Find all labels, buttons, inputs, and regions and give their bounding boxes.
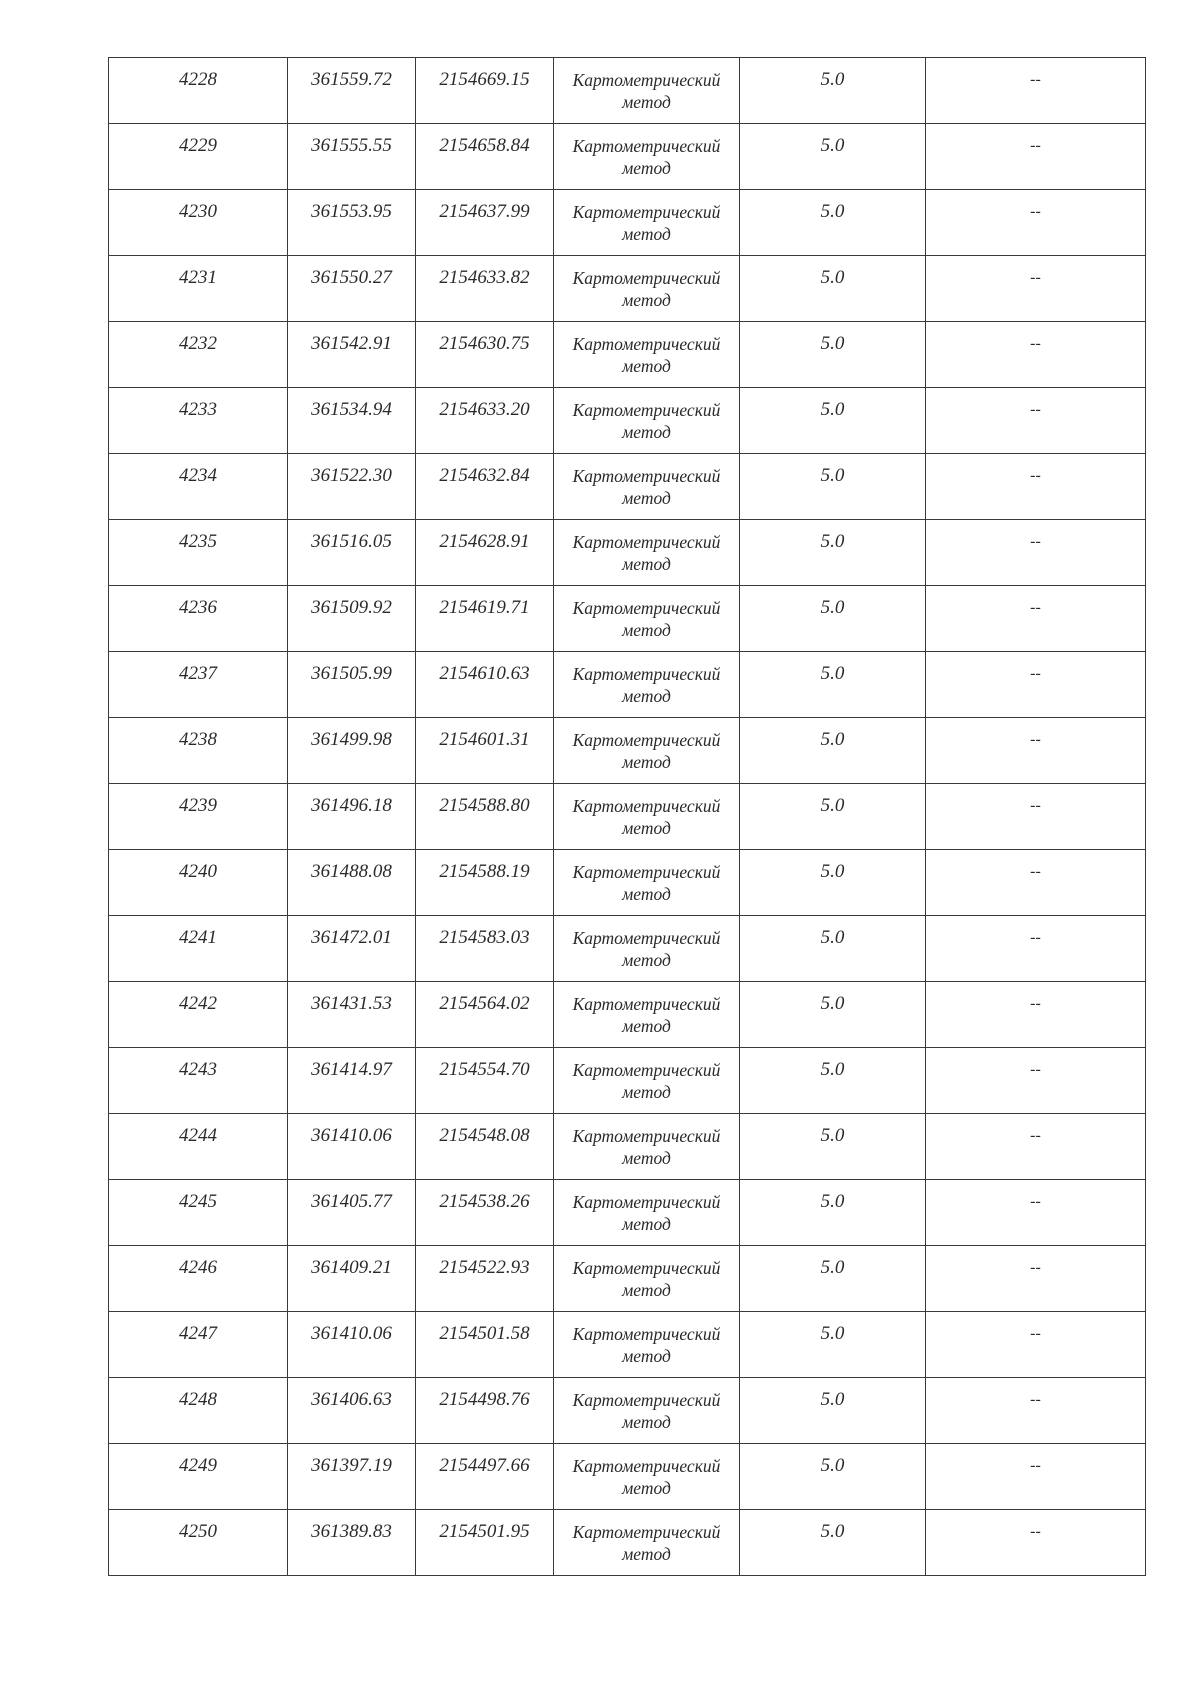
y-coordinate-cell: 2154628.91 bbox=[416, 520, 554, 586]
note-cell: -- bbox=[926, 388, 1146, 454]
x-coordinate-cell: 361431.53 bbox=[288, 982, 416, 1048]
point-number-cell: 4239 bbox=[109, 784, 288, 850]
accuracy-cell: 5.0 bbox=[740, 1510, 926, 1576]
table-row bbox=[109, 1510, 1146, 1576]
accuracy-cell: 5.0 bbox=[740, 1114, 926, 1180]
accuracy-cell: 5.0 bbox=[740, 256, 926, 322]
y-coordinate-cell: 2154632.84 bbox=[416, 454, 554, 520]
method-cell: Картометрический метод bbox=[554, 322, 740, 388]
note-cell: -- bbox=[926, 322, 1146, 388]
point-number-cell: 4234 bbox=[109, 454, 288, 520]
y-coordinate-cell: 2154588.80 bbox=[416, 784, 554, 850]
table-row bbox=[109, 718, 1146, 784]
y-coordinate-cell: 2154538.26 bbox=[416, 1180, 554, 1246]
note-cell: -- bbox=[926, 718, 1146, 784]
accuracy-cell: 5.0 bbox=[740, 1246, 926, 1312]
method-cell: Картометрический метод bbox=[554, 1114, 740, 1180]
point-number-cell: 4228 bbox=[109, 58, 288, 124]
accuracy-cell: 5.0 bbox=[740, 454, 926, 520]
table-row bbox=[109, 652, 1146, 718]
note-cell: -- bbox=[926, 850, 1146, 916]
coordinates-table-body bbox=[109, 58, 1146, 1576]
coordinates-table bbox=[108, 57, 1146, 1576]
accuracy-cell: 5.0 bbox=[740, 718, 926, 784]
table-row bbox=[109, 586, 1146, 652]
y-coordinate-cell: 2154588.19 bbox=[416, 850, 554, 916]
method-cell: Картометрический метод bbox=[554, 652, 740, 718]
method-cell: Картометрический метод bbox=[554, 1246, 740, 1312]
y-coordinate-cell: 2154630.75 bbox=[416, 322, 554, 388]
note-cell: -- bbox=[926, 652, 1146, 718]
accuracy-cell: 5.0 bbox=[740, 850, 926, 916]
y-coordinate-cell: 2154501.58 bbox=[416, 1312, 554, 1378]
point-number-cell: 4229 bbox=[109, 124, 288, 190]
accuracy-cell: 5.0 bbox=[740, 388, 926, 454]
method-cell: Картометрический метод bbox=[554, 256, 740, 322]
accuracy-cell: 5.0 bbox=[740, 58, 926, 124]
x-coordinate-cell: 361406.63 bbox=[288, 1378, 416, 1444]
accuracy-cell: 5.0 bbox=[740, 1378, 926, 1444]
point-number-cell: 4245 bbox=[109, 1180, 288, 1246]
table-row bbox=[109, 982, 1146, 1048]
method-cell: Картометрический метод bbox=[554, 718, 740, 784]
accuracy-cell: 5.0 bbox=[740, 784, 926, 850]
accuracy-cell: 5.0 bbox=[740, 520, 926, 586]
note-cell: -- bbox=[926, 982, 1146, 1048]
x-coordinate-cell: 361414.97 bbox=[288, 1048, 416, 1114]
x-coordinate-cell: 361555.55 bbox=[288, 124, 416, 190]
point-number-cell: 4240 bbox=[109, 850, 288, 916]
x-coordinate-cell: 361409.21 bbox=[288, 1246, 416, 1312]
table-row bbox=[109, 124, 1146, 190]
y-coordinate-cell: 2154498.76 bbox=[416, 1378, 554, 1444]
x-coordinate-cell: 361522.30 bbox=[288, 454, 416, 520]
x-coordinate-cell: 361559.72 bbox=[288, 58, 416, 124]
point-number-cell: 4235 bbox=[109, 520, 288, 586]
y-coordinate-cell: 2154554.70 bbox=[416, 1048, 554, 1114]
table-row bbox=[109, 1246, 1146, 1312]
method-cell: Картометрический метод bbox=[554, 1312, 740, 1378]
method-cell: Картометрический метод bbox=[554, 586, 740, 652]
method-cell: Картометрический метод bbox=[554, 520, 740, 586]
table-row bbox=[109, 58, 1146, 124]
x-coordinate-cell: 361534.94 bbox=[288, 388, 416, 454]
method-cell: Картометрический метод bbox=[554, 190, 740, 256]
point-number-cell: 4242 bbox=[109, 982, 288, 1048]
y-coordinate-cell: 2154633.82 bbox=[416, 256, 554, 322]
note-cell: -- bbox=[926, 1114, 1146, 1180]
point-number-cell: 4250 bbox=[109, 1510, 288, 1576]
y-coordinate-cell: 2154669.15 bbox=[416, 58, 554, 124]
note-cell: -- bbox=[926, 190, 1146, 256]
note-cell: -- bbox=[926, 1312, 1146, 1378]
x-coordinate-cell: 361505.99 bbox=[288, 652, 416, 718]
y-coordinate-cell: 2154637.99 bbox=[416, 190, 554, 256]
x-coordinate-cell: 361389.83 bbox=[288, 1510, 416, 1576]
method-cell: Картометрический метод bbox=[554, 1048, 740, 1114]
note-cell: -- bbox=[926, 58, 1146, 124]
method-cell: Картометрический метод bbox=[554, 1444, 740, 1510]
table-row bbox=[109, 1048, 1146, 1114]
x-coordinate-cell: 361405.77 bbox=[288, 1180, 416, 1246]
point-number-cell: 4241 bbox=[109, 916, 288, 982]
x-coordinate-cell: 361542.91 bbox=[288, 322, 416, 388]
y-coordinate-cell: 2154601.31 bbox=[416, 718, 554, 784]
y-coordinate-cell: 2154658.84 bbox=[416, 124, 554, 190]
y-coordinate-cell: 2154501.95 bbox=[416, 1510, 554, 1576]
x-coordinate-cell: 361499.98 bbox=[288, 718, 416, 784]
note-cell: -- bbox=[926, 454, 1146, 520]
y-coordinate-cell: 2154564.02 bbox=[416, 982, 554, 1048]
accuracy-cell: 5.0 bbox=[740, 322, 926, 388]
y-coordinate-cell: 2154548.08 bbox=[416, 1114, 554, 1180]
note-cell: -- bbox=[926, 1444, 1146, 1510]
table-row bbox=[109, 1114, 1146, 1180]
method-cell: Картометрический метод bbox=[554, 850, 740, 916]
point-number-cell: 4243 bbox=[109, 1048, 288, 1114]
table-row bbox=[109, 454, 1146, 520]
x-coordinate-cell: 361410.06 bbox=[288, 1114, 416, 1180]
y-coordinate-cell: 2154583.03 bbox=[416, 916, 554, 982]
x-coordinate-cell: 361472.01 bbox=[288, 916, 416, 982]
note-cell: -- bbox=[926, 586, 1146, 652]
accuracy-cell: 5.0 bbox=[740, 1312, 926, 1378]
note-cell: -- bbox=[926, 520, 1146, 586]
method-cell: Картометрический метод bbox=[554, 388, 740, 454]
point-number-cell: 4232 bbox=[109, 322, 288, 388]
point-number-cell: 4230 bbox=[109, 190, 288, 256]
note-cell: -- bbox=[926, 1378, 1146, 1444]
y-coordinate-cell: 2154522.93 bbox=[416, 1246, 554, 1312]
table-row bbox=[109, 916, 1146, 982]
point-number-cell: 4236 bbox=[109, 586, 288, 652]
point-number-cell: 4246 bbox=[109, 1246, 288, 1312]
x-coordinate-cell: 361488.08 bbox=[288, 850, 416, 916]
y-coordinate-cell: 2154610.63 bbox=[416, 652, 554, 718]
x-coordinate-cell: 361496.18 bbox=[288, 784, 416, 850]
note-cell: -- bbox=[926, 1048, 1146, 1114]
accuracy-cell: 5.0 bbox=[740, 190, 926, 256]
point-number-cell: 4248 bbox=[109, 1378, 288, 1444]
method-cell: Картометрический метод bbox=[554, 1180, 740, 1246]
method-cell: Картометрический метод bbox=[554, 784, 740, 850]
point-number-cell: 4247 bbox=[109, 1312, 288, 1378]
accuracy-cell: 5.0 bbox=[740, 1048, 926, 1114]
x-coordinate-cell: 361509.92 bbox=[288, 586, 416, 652]
table-row bbox=[109, 1180, 1146, 1246]
point-number-cell: 4233 bbox=[109, 388, 288, 454]
method-cell: Картометрический метод bbox=[554, 58, 740, 124]
point-number-cell: 4237 bbox=[109, 652, 288, 718]
x-coordinate-cell: 361553.95 bbox=[288, 190, 416, 256]
accuracy-cell: 5.0 bbox=[740, 1444, 926, 1510]
method-cell: Картометрический метод bbox=[554, 916, 740, 982]
accuracy-cell: 5.0 bbox=[740, 652, 926, 718]
point-number-cell: 4244 bbox=[109, 1114, 288, 1180]
table-row bbox=[109, 1444, 1146, 1510]
y-coordinate-cell: 2154633.20 bbox=[416, 388, 554, 454]
accuracy-cell: 5.0 bbox=[740, 982, 926, 1048]
note-cell: -- bbox=[926, 916, 1146, 982]
table-row bbox=[109, 1378, 1146, 1444]
point-number-cell: 4231 bbox=[109, 256, 288, 322]
table-row bbox=[109, 850, 1146, 916]
point-number-cell: 4249 bbox=[109, 1444, 288, 1510]
table-row bbox=[109, 520, 1146, 586]
note-cell: -- bbox=[926, 784, 1146, 850]
accuracy-cell: 5.0 bbox=[740, 1180, 926, 1246]
method-cell: Картометрический метод bbox=[554, 982, 740, 1048]
point-number-cell: 4238 bbox=[109, 718, 288, 784]
note-cell: -- bbox=[926, 256, 1146, 322]
table-row bbox=[109, 1312, 1146, 1378]
x-coordinate-cell: 361516.05 bbox=[288, 520, 416, 586]
x-coordinate-cell: 361550.27 bbox=[288, 256, 416, 322]
x-coordinate-cell: 361397.19 bbox=[288, 1444, 416, 1510]
table-row bbox=[109, 190, 1146, 256]
table-row bbox=[109, 256, 1146, 322]
note-cell: -- bbox=[926, 1510, 1146, 1576]
x-coordinate-cell: 361410.06 bbox=[288, 1312, 416, 1378]
table-row bbox=[109, 322, 1146, 388]
method-cell: Картометрический метод bbox=[554, 1510, 740, 1576]
method-cell: Картометрический метод bbox=[554, 124, 740, 190]
method-cell: Картометрический метод bbox=[554, 454, 740, 520]
accuracy-cell: 5.0 bbox=[740, 916, 926, 982]
method-cell: Картометрический метод bbox=[554, 1378, 740, 1444]
note-cell: -- bbox=[926, 124, 1146, 190]
table-row bbox=[109, 388, 1146, 454]
y-coordinate-cell: 2154619.71 bbox=[416, 586, 554, 652]
note-cell: -- bbox=[926, 1246, 1146, 1312]
table-row bbox=[109, 784, 1146, 850]
accuracy-cell: 5.0 bbox=[740, 586, 926, 652]
note-cell: -- bbox=[926, 1180, 1146, 1246]
y-coordinate-cell: 2154497.66 bbox=[416, 1444, 554, 1510]
accuracy-cell: 5.0 bbox=[740, 124, 926, 190]
